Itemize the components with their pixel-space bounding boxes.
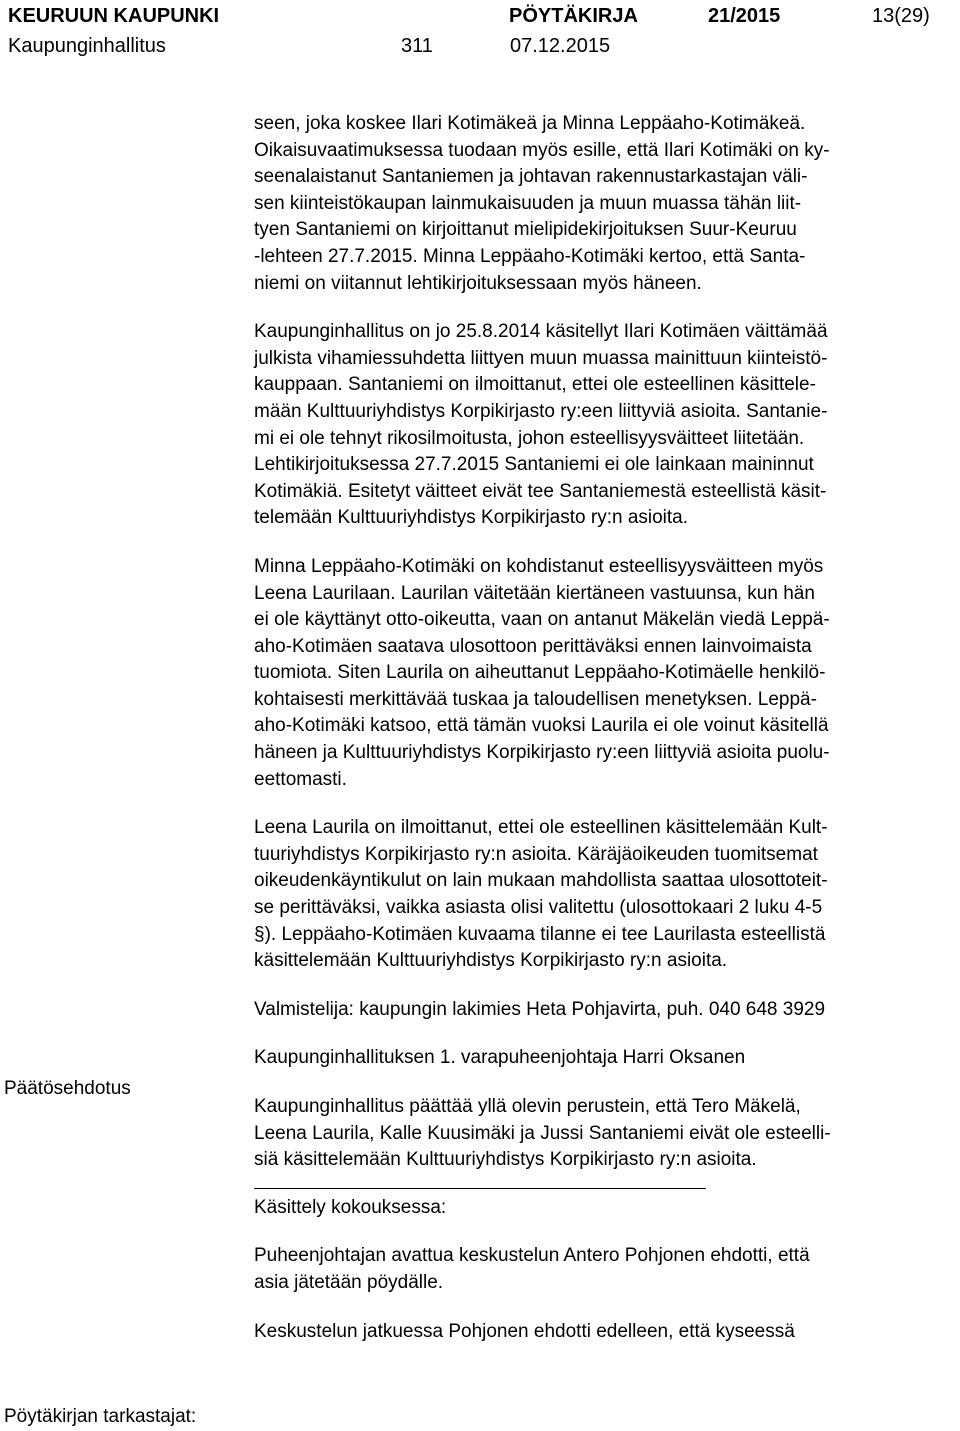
- org-name: KEURUUN KAUPUNKI: [8, 5, 220, 27]
- text-line: kohtaisesti merkittävää tuskaa ja taloudellisen menetyksen. Leppä-: [254, 688, 817, 710]
- body-name: Kaupunginhallitus: [8, 35, 166, 57]
- paragraph-4: [254, 815, 958, 975]
- reviewers-label: Pöytäkirjan tarkastajat:: [4, 1406, 197, 1427]
- section-number: 311: [401, 35, 433, 57]
- text-line: sen kiinteistökaupan lainmukaisuuden ja muun muassa tähän liit-: [254, 192, 802, 214]
- text-line: tuomiota. Siten Laurila on aiheuttanut Leppäaho-Kotimäelle henkilö-: [254, 662, 826, 684]
- text-line: Puheenjohtajan avattua keskustelun Antero Pohjonen ehdotti, että: [254, 1245, 810, 1267]
- text-line: Leena Laurila, Kalle Kuusimäki ja Jussi Santaniemi eivät ole esteelli-: [254, 1122, 831, 1144]
- meeting-paragraph-2: [254, 1319, 958, 1346]
- text-line: Lehtikirjoituksessa 27.7.2015 Santaniemi ei ole lainkaan maininnut: [254, 454, 814, 476]
- text-line: Leena Laurila on ilmoittanut, ettei ole esteellinen käsittelemään Kult-: [254, 817, 828, 839]
- text-line: Oikaisuvaatimuksessa tuodaan myös esille, että Ilari Kotimäki on ky-: [254, 139, 830, 161]
- text-line: Kaupunginhallitus päättää yllä olevin perustein, että Tero Mäkelä,: [254, 1096, 801, 1117]
- proposer-line: [254, 1045, 958, 1072]
- page-number: 13(29): [872, 5, 930, 27]
- preparer-line: [254, 997, 958, 1024]
- text-line: julkista vihamiessuhdetta liittyen muun muassa mainittuun kiinteistö-: [254, 347, 828, 369]
- meeting-heading: [254, 1195, 958, 1222]
- text-line: ei ole käyttänyt otto-oikeutta, vaan on antanut Mäkelän viedä Leppä-: [254, 609, 830, 631]
- text-line: telemään Kulttuuriyhdistys Korpikirjasto ry:n asioita.: [254, 507, 689, 529]
- text-line: tuuriyhdistys Korpikirjasto ry:n asioita. Käräjäoikeuden tuomitsemat: [254, 843, 818, 865]
- text-line: aho-Kotimäki katsoo, että tämän vuoksi Laurila ei ole voinut käsitellä: [254, 715, 829, 737]
- text-line: Valmistelija: kaupungin lakimies Heta Pohjavirta, puh. 040 648 3929: [254, 998, 826, 1020]
- paragraph-3: [254, 554, 958, 793]
- text-line: kauppaan. Santaniemi on ilmoittanut, ettei ole esteellinen käsittele-: [254, 374, 816, 396]
- decision-paragraph: [254, 1094, 958, 1174]
- text-line: Leena Laurilaan. Laurilan väitetään kiertäneen vastuunsa, kun hän: [254, 582, 815, 604]
- text-line: seenalaistanut Santaniemen ja johtavan rakennustarkastajan väli-: [254, 166, 808, 188]
- separator-line: [254, 1188, 706, 1189]
- text-line: Kaupunginhallitus on jo 25.8.2014 käsitellyt Ilari Kotimäen väittämää: [254, 321, 828, 343]
- text-line: oikeudenkäyntikulut on lain mukaan mahdollista saattaa ulosottoteit-: [254, 870, 828, 892]
- paragraph-1: [254, 111, 958, 297]
- text-line: aho-Kotimäen saatava ulosottoon perittäväksi ennen lainvoimaista: [254, 635, 812, 657]
- document-header: [8, 5, 952, 65]
- text-line: tyen Santaniemi on kirjoittanut mielipidekirjoituksen Suur-Keuruu: [254, 219, 797, 241]
- doc-number: 21/2015: [708, 5, 781, 27]
- doc-type: PÖYTÄKIRJA: [509, 5, 638, 27]
- text-line: siä käsittelemään Kulttuuriyhdistys Korpikirjasto ry:n asioita.: [254, 1149, 757, 1171]
- text-line: asia jätetään pöydälle.: [254, 1271, 444, 1293]
- text-line: §). Leppäaho-Kotimäen kuvaama tilanne ei tee Laurilasta esteellistä: [254, 923, 826, 945]
- meeting-paragraph-1: [254, 1243, 958, 1296]
- text-line: Käsittely kokouksessa:: [254, 1196, 447, 1218]
- text-line: Kaupunginhallituksen 1. varapuheenjohtaja Harri Oksanen: [254, 1047, 746, 1069]
- text-line: niemi on viitannut lehtikirjoituksessaan myös häneen.: [254, 272, 702, 294]
- text-line: seen, joka koskee Ilari Kotimäkeä ja Minna Leppäaho-Kotimäkeä.: [254, 113, 806, 134]
- paragraph-2: [254, 319, 958, 532]
- text-line: Kotimäkiä. Esitetyt väitteet eivät tee Santaniemestä esteellistä käsit-: [254, 480, 827, 502]
- text-line: mi ei ole tehnyt rikosilmoitusta, johon esteellisyysväitteet liitetään.: [254, 427, 805, 449]
- text-line: mään Kulttuuriyhdistys Korpikirjasto ry:een liittyviä asioita. Santanie-: [254, 400, 828, 422]
- meeting-date: 07.12.2015: [510, 35, 611, 57]
- text-line: käsittelemään Kulttuuriyhdistys Korpikirjasto ry:n asioita.: [254, 950, 728, 972]
- text-line: -lehteen 27.7.2015. Minna Leppäaho-Kotimäki kertoo, että Santa-: [254, 245, 806, 267]
- text-line: Keskustelun jatkuessa Pohjonen ehdotti edelleen, että kyseessä: [254, 1320, 795, 1342]
- text-line: Minna Leppäaho-Kotimäki on kohdistanut esteellisyysväitteen myös: [254, 555, 824, 577]
- text-line: se perittäväksi, vaikka asiasta olisi valitettu (ulosottokaari 2 luku 4-5: [254, 897, 823, 919]
- main-content: [254, 111, 958, 1345]
- proposal-label: Päätösehdotus: [4, 1078, 131, 1099]
- text-line: eettomasti.: [254, 768, 347, 790]
- text-line: häneen ja Kulttuuriyhdistys Korpikirjasto ry:een liittyviä asioita puolu-: [254, 742, 830, 764]
